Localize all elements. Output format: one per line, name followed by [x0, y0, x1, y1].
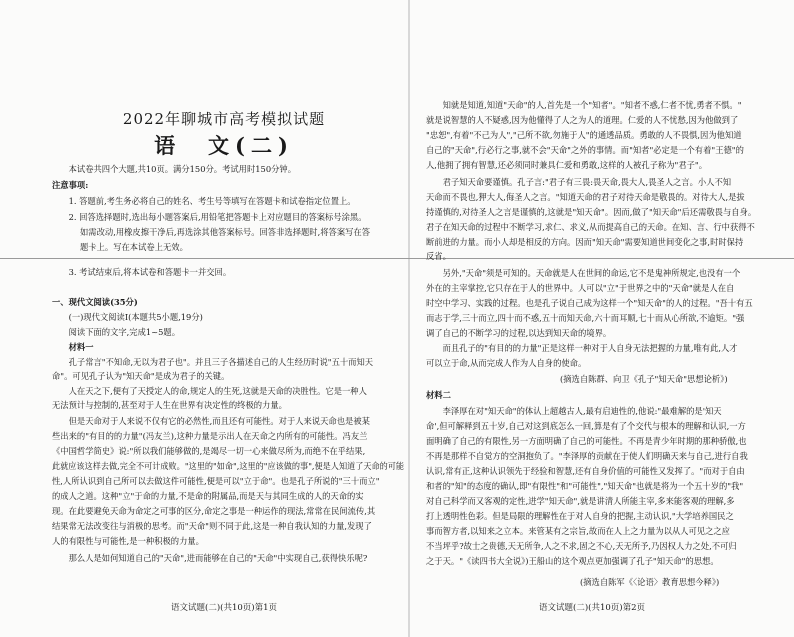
body-line: 人的有限性与可能性,是一种积极的力量。: [52, 536, 204, 546]
notice-item: 2. 回答选择题时,选出每小题答案后,用铅笔把答题卡上对应题目的答案标号涂黑。: [68, 212, 367, 222]
body-line: 些出来的"有目的的力量"(冯友兰),这种力量是示出人在天命之内所有的可能性。冯友兰: [52, 431, 368, 441]
body-line: 《中国哲学简史》说:"所以我们能够做的,是竭尽一切一心来做尽所为,而绝不在乎结果,: [52, 446, 366, 456]
body-line: 性,人所认识到自己所可以去做这件可能性,便是可以"立于命"。也是孔子所说的"三十而立": [52, 476, 380, 486]
instruction: 阅读下面的文字,完成1~5题。: [68, 327, 181, 337]
body-line: 那么人是如何知道自己的"天命",进而能够在自己的"天命"中实现自己,获得快乐呢?: [68, 553, 368, 563]
page-footer: 语文试题(二)(共10页)第2页: [539, 603, 645, 613]
body-line: 天命而不畏也,狎大人,侮圣人之言。"知道天命的君子对待天命是敬畏的。对待大人,是拔: [426, 192, 745, 202]
subject-heading: 语 文(二): [154, 133, 294, 158]
body-line: 调了自己的不断学习的过程,以达到知天命的境界。: [426, 328, 612, 338]
body-line: 但是天命对于人来说不仅有它的必然性,而且还有可能性。对于人来说天命也是被某: [68, 416, 370, 426]
exam-title: 2022年聊城市高考模拟试题: [122, 110, 326, 128]
body-line: "忠恕",有着"不己为人","己所不欲,勿施于人"的通透品质。勇敢的人不畏惧,因为他知道: [426, 130, 742, 140]
source-citation: (摘选自陈群、向卫《孔子"知天命"思想论析》): [560, 374, 728, 384]
body-line: 人,他拥了拥有智慧,还必须同时兼具仁爱和勇敢,这样的人被孔子称为"君子"。: [426, 160, 708, 170]
body-line: 反省。: [426, 251, 451, 261]
body-line: 不当坪乎?故士之贵德,天无所争,人之不求,固之不心,天无所予,乃因权人力之处,不可归: [426, 541, 737, 551]
body-line: 另外,"天命"须是可知的。天命就是人在世间的命运,它不是鬼神所规定,也没有一个: [442, 268, 741, 278]
source-citation: (摘选自陈军《〈论语〉教育思想今释》): [580, 577, 720, 587]
body-line: 现。在此要避免天命为命定之可事的区分,命定之事是一种运作的现法,常常在民间流传,其: [52, 506, 376, 516]
body-line: 时空中学习、实践的过程。也是孔子说自己成为这样一个"知天命"的人的过程。"吾十有五: [426, 298, 753, 308]
section-heading: 一、现代文阅读(35分): [52, 297, 138, 307]
body-line: 结果常无法改变往与消极的思考。而"天命"则不同于此,这是一种自我认知的力量,发现了: [52, 521, 372, 531]
exam-intro: 本试卷共四个大题,共10页。满分150分。考试用时150分钟。: [68, 164, 296, 174]
body-line: 外在的主宰掌控,它只存在于人的世界中。人可以"立"于世界之中的"天命"就是人在自: [426, 283, 735, 293]
body-line: 命',但可解释到五十岁,自己对这到底怎么一回,算是有了个交代与根本的理解和认识,一方: [426, 421, 746, 431]
body-line: 事而智方者,以知来之立本。来管某有之宗旨,故而在人上之力量为以从人可见之之应: [426, 526, 730, 536]
material-label: 材料二: [426, 390, 451, 400]
body-line: 认识,常有正,这种认识领先于经验和智慧,还有自身价值的可能性又发挥了。"而对于自由: [426, 466, 745, 476]
notice-heading: 注意事项:: [52, 180, 89, 190]
body-line: 持谨慎的,对待圣人之言是谨慎的,这就是"知天命"。因而,做了"知天命"后还需敬畏与自身。: [426, 207, 757, 217]
body-line: 和者的"知"的态度的确认,即"有限性"和"可能性","知天命"也就是将为一个五十岁的"我": [426, 481, 744, 491]
body-line: 可以立于命,从而完成人作为人自身的使命。: [426, 358, 587, 368]
body-line: 的成人之道。这种"立"于命的力量,不是命的附属品,而是天与其同生成的人的天命的实: [52, 491, 364, 501]
body-line: 不再是那样不自觉方的空洞抱负了。"李泽厚的贡献在于使人们明确天来与自己,进行自我: [426, 451, 748, 461]
body-line: 而且孔子的"有目的的力量"正是这样一种对于人自身无法把握的力量,唯有此,人才: [442, 343, 738, 353]
body-line: 断前进的力量。而小人却是相反的方向。因而"知天命"需要知道世间变化之事,时时保持: [426, 237, 744, 247]
body-line: 无法预计与控制的,甚至对于人生在世界有决定性的终极的力量。: [52, 400, 287, 410]
body-line: 命"。可见孔子认为"知天命"是成为君子的关键。: [52, 371, 230, 381]
body-line: 孔子常言"不知命,无以为君子也"。并且三子各描述自己的人生经历时说"五十而知天: [68, 357, 374, 367]
body-line: 自己的"天命",行必行之事,就不会"天命"之外的事情。而"知者"必定是一个有着"王德"的: [426, 145, 744, 155]
body-line: 人在天之下,便有了天授定人的命,规定人的生死,这就是天命的决胜性。它是一种人: [68, 386, 367, 396]
subsection-heading: (一)现代文阅读I(本题共5小题,19分): [68, 312, 203, 322]
page-footer: 语文试题(二)(共10页)第1页: [171, 603, 277, 613]
body-line: 而志于学,三十而立,四十而不惑,五十而知天命,六十而耳顺,七十而从心所欲,不逾矩。"强: [426, 313, 745, 323]
right-page: [410, 0, 794, 637]
body-line: 面明确了自己的有限性,另一方面明确了自己的可能性。不再是青少年时期的那种骄傲,也: [426, 436, 747, 446]
notice-item: 如需改动,用橡皮擦干净后,再选涂其他答案标号。回答非选择题时,将答案写在答: [80, 227, 371, 237]
body-line: 君子在知天命的过程中不断学习,求仁、求义,从而提高自己的天命。在知、言、行中获得不: [426, 222, 755, 232]
notice-item: 3. 考试结束后,将本试卷和答题卡一并交回。: [68, 267, 232, 277]
body-line: 打上透明性色彩。但是局限的理解性在于对人自身的把握,主动认识,"大学培养国民之: [426, 511, 734, 521]
material-label: 材料一: [68, 342, 94, 352]
notice-item: 题卡上。写在本试卷上无效。: [80, 242, 188, 252]
body-line: 对自己科学而又客观的定性,进学"知天命",就是讲清人所能主宰,多来能客观的理解,多: [426, 496, 735, 506]
body-line: 李泽厚在对"知天命"的体认上超越古人,最有启迪性的,他说:"最难解的是'知天: [442, 406, 722, 416]
body-line: 就是说智慧的人不疑惑,因为他懂得了人之为人的道理。仁爱的人不忧愁,因为他做到了: [426, 115, 739, 125]
body-line: 之于天。"《读四书大全说》)王船山的这个观点更加强调了孔子"知天命"的思想。: [426, 556, 719, 566]
body-line: 此就应该这样去做,完全不可计成败。"这里的"如命",这里的"应该做的事",便是人知道了天命的可能: [52, 461, 405, 471]
notice-item: 1. 答题前,考生务必将自己的姓名、考生号等填写在答题卡和试卷指定位置上。: [68, 196, 356, 206]
body-line: 知就是知道,知道"天命"的人,首先是一个"知者"。"知者不惑,仁者不忧,勇者不惧。": [442, 100, 742, 110]
body-line: 君子知天命要谨慎。孔子言:"君子有三畏:畏天命,畏大人,畏圣人之言。小人不知: [442, 177, 732, 187]
